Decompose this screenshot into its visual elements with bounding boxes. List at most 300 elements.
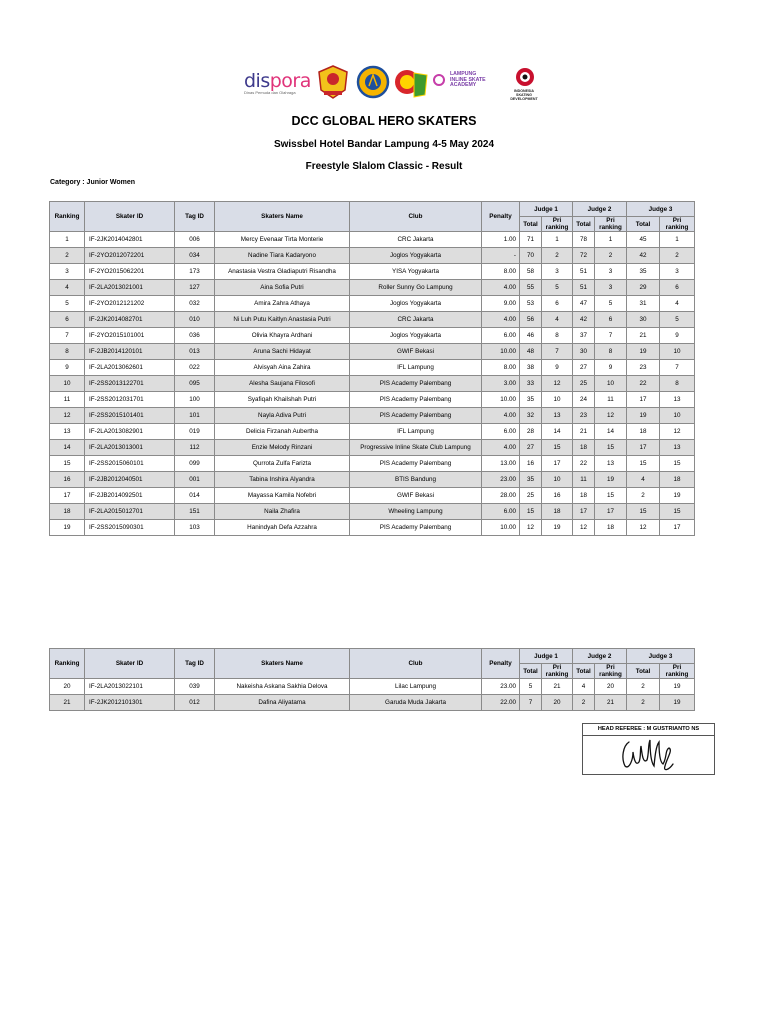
cell-j1-rank: 6	[542, 296, 573, 312]
cell-penalty: 13.00	[482, 456, 520, 472]
cell-penalty: 10.00	[482, 344, 520, 360]
cell-name: Aruna Sachi Hidayat	[215, 344, 350, 360]
cell-j1-total: 58	[520, 264, 542, 280]
cell-club: PIS Academy Palembang	[350, 520, 482, 536]
cell-j3-total: 15	[627, 504, 660, 520]
cell-name: Aina Sofia Putri	[215, 280, 350, 296]
cell-name: Alvisyah Aina Zahira	[215, 360, 350, 376]
cell-j2-total: 4	[573, 679, 595, 695]
cell-name: Nakeisha Askana Sakhia Delova	[215, 679, 350, 695]
cell-j3-rank: 10	[660, 408, 695, 424]
cell-skater-id: IF-2JB2014092501	[85, 488, 175, 504]
referee-signature-box	[582, 723, 715, 775]
cell-j2-rank: 15	[595, 488, 627, 504]
cell-club: Joglos Yogyakarta	[350, 296, 482, 312]
cell-skater-id: IF-2SS2012031701	[85, 392, 175, 408]
cell-skater-id: IF-2LA2013021001	[85, 280, 175, 296]
cell-j2-total: 11	[573, 472, 595, 488]
cell-rank: 19	[50, 520, 85, 536]
cell-j3-total: 4	[627, 472, 660, 488]
cell-j1-total: 27	[520, 440, 542, 456]
cell-name: Anastasia Vestra Gladiaputri Risandha	[215, 264, 350, 280]
cell-j3-total: 21	[627, 328, 660, 344]
cell-tag-id: 022	[175, 360, 215, 376]
col-ranking: Ranking	[50, 202, 85, 232]
cell-j1-rank: 17	[542, 456, 573, 472]
skate-wheel-icon	[514, 67, 536, 87]
cell-j3-total: 2	[627, 695, 660, 711]
cell-rank: 21	[50, 695, 85, 711]
cell-j1-total: 71	[520, 232, 542, 248]
cell-j1-rank: 14	[542, 424, 573, 440]
cell-j2-rank: 17	[595, 504, 627, 520]
col-penalty: Penalty	[482, 649, 520, 679]
cell-j3-total: 30	[627, 312, 660, 328]
cell-j3-rank: 3	[660, 264, 695, 280]
cell-rank: 16	[50, 472, 85, 488]
col-j3-pri: Pri ranking	[660, 217, 695, 232]
table-row	[50, 296, 695, 312]
cell-club: CRC Jakarta	[350, 312, 482, 328]
cell-penalty: 9.00	[482, 296, 520, 312]
cell-rank: 20	[50, 679, 85, 695]
cell-skater-id: IF-2YO2015101001	[85, 328, 175, 344]
cell-j3-rank: 10	[660, 344, 695, 360]
dispora-logo: dispora	[244, 70, 311, 92]
col-ranking: Ranking	[50, 649, 85, 679]
cell-j1-rank: 8	[542, 328, 573, 344]
cell-rank: 8	[50, 344, 85, 360]
cell-penalty: 10.00	[482, 392, 520, 408]
cell-j2-total: 72	[573, 248, 595, 264]
cell-j3-rank: 15	[660, 456, 695, 472]
cell-name: Nayla Adiva Putri	[215, 408, 350, 424]
col-skater-id: Skater ID	[85, 202, 175, 232]
col-penalty: Penalty	[482, 202, 520, 232]
cell-skater-id: IF-2SS2015060101	[85, 456, 175, 472]
cell-penalty: 8.00	[482, 264, 520, 280]
cell-j1-rank: 9	[542, 360, 573, 376]
cell-club: Roller Sunny Go Lampung	[350, 280, 482, 296]
cell-j1-total: 7	[520, 695, 542, 711]
col-skater-id: Skater ID	[85, 649, 175, 679]
cell-skater-id: IF-2JB2014120101	[85, 344, 175, 360]
cell-tag-id: 100	[175, 392, 215, 408]
cell-skater-id: IF-2JK2014082701	[85, 312, 175, 328]
cell-tag-id: 006	[175, 232, 215, 248]
table-row	[50, 328, 695, 344]
cell-club: PIS Academy Palembang	[350, 408, 482, 424]
cell-penalty: 23.00	[482, 472, 520, 488]
cell-j1-total: 16	[520, 456, 542, 472]
cell-rank: 7	[50, 328, 85, 344]
table-row	[50, 312, 695, 328]
cell-name: Naila Zhafira	[215, 504, 350, 520]
cell-j3-total: 35	[627, 264, 660, 280]
cell-j2-rank: 10	[595, 376, 627, 392]
cell-penalty: 1.00	[482, 232, 520, 248]
cell-j2-total: 12	[573, 520, 595, 536]
cell-j3-total: 2	[627, 488, 660, 504]
cell-club: BTIS Bandung	[350, 472, 482, 488]
cell-j1-rank: 16	[542, 488, 573, 504]
sports-club-emblem-icon	[356, 64, 390, 100]
indonesia-skating-development-logo: INDONESIA SKATING DEVELOPMENT	[508, 67, 540, 101]
cell-j1-total: 35	[520, 392, 542, 408]
table-row	[50, 504, 695, 520]
cell-club: GWIF Bekasi	[350, 344, 482, 360]
cell-club: YISA Yogyakarta	[350, 264, 482, 280]
table-row	[50, 280, 695, 296]
skating-association-emblem-icon	[394, 65, 428, 101]
cell-j1-rank: 10	[542, 392, 573, 408]
cell-rank: 11	[50, 392, 85, 408]
cell-name: Qurrota Zulfa Farizta	[215, 456, 350, 472]
cell-tag-id: 101	[175, 408, 215, 424]
cell-club: IFL Lampung	[350, 424, 482, 440]
col-tag-id: Tag ID	[175, 649, 215, 679]
table-row	[50, 695, 695, 711]
col-judge3: Judge 3	[627, 649, 695, 664]
cell-club: Lilac Lampung	[350, 679, 482, 695]
cell-rank: 10	[50, 376, 85, 392]
cell-name: Syafiqah Khailshah Putri	[215, 392, 350, 408]
cell-club: Joglos Yogyakarta	[350, 328, 482, 344]
cell-penalty: 28.00	[482, 488, 520, 504]
cell-tag-id: 032	[175, 296, 215, 312]
col-j2-total: Total	[573, 217, 595, 232]
table-row	[50, 376, 695, 392]
cell-j1-total: 28	[520, 424, 542, 440]
col-j3-total: Total	[627, 217, 660, 232]
cell-j1-rank: 10	[542, 472, 573, 488]
cell-j2-rank: 5	[595, 296, 627, 312]
cell-j2-total: 18	[573, 440, 595, 456]
cell-j1-rank: 5	[542, 280, 573, 296]
col-judge1: Judge 1	[520, 649, 573, 664]
cell-j3-rank: 9	[660, 328, 695, 344]
cell-tag-id: 034	[175, 248, 215, 264]
cell-rank: 12	[50, 408, 85, 424]
table-row	[50, 440, 695, 456]
table-row	[50, 520, 695, 536]
cell-club: Joglos Yogyakarta	[350, 248, 482, 264]
results-table-continued	[49, 648, 695, 711]
col-club: Club	[350, 649, 482, 679]
cell-j1-rank: 3	[542, 264, 573, 280]
cell-name: Enzie Melody Rinzani	[215, 440, 350, 456]
lisa-academy-logo: LAMPUNG INLINE SKATE ACADEMY	[433, 71, 503, 97]
cell-j1-rank: 15	[542, 440, 573, 456]
cell-name: Alesha Saujana Filosofi	[215, 376, 350, 392]
cell-rank: 15	[50, 456, 85, 472]
cell-penalty: 6.00	[482, 328, 520, 344]
cell-j2-total: 21	[573, 424, 595, 440]
cell-rank: 18	[50, 504, 85, 520]
col-j3-pri: Pri ranking	[660, 664, 695, 679]
cell-j3-total: 42	[627, 248, 660, 264]
cell-j2-rank: 18	[595, 520, 627, 536]
cell-j1-rank: 21	[542, 679, 573, 695]
cell-j2-rank: 15	[595, 440, 627, 456]
col-judge3: Judge 3	[627, 202, 695, 217]
cell-j3-rank: 17	[660, 520, 695, 536]
cell-j1-total: 33	[520, 376, 542, 392]
cell-name: Olivia Khayra Ardhani	[215, 328, 350, 344]
cell-club: CRC Jakarta	[350, 232, 482, 248]
cell-skater-id: IF-2LA2013082901	[85, 424, 175, 440]
cell-tag-id: 173	[175, 264, 215, 280]
table-row	[50, 264, 695, 280]
cell-j1-total: 55	[520, 280, 542, 296]
col-name: Skaters Name	[215, 202, 350, 232]
cell-j1-rank: 18	[542, 504, 573, 520]
cell-tag-id: 112	[175, 440, 215, 456]
cell-j1-total: 38	[520, 360, 542, 376]
cell-j2-rank: 21	[595, 695, 627, 711]
cell-j3-total: 22	[627, 376, 660, 392]
cell-j2-rank: 20	[595, 679, 627, 695]
cell-j2-rank: 2	[595, 248, 627, 264]
cell-j2-rank: 14	[595, 424, 627, 440]
cell-j1-total: 5	[520, 679, 542, 695]
cell-skater-id: IF-2YO2012072201	[85, 248, 175, 264]
cell-j3-rank: 19	[660, 488, 695, 504]
cell-penalty: 10.00	[482, 520, 520, 536]
col-j1-pri: Pri ranking	[542, 664, 573, 679]
cell-j3-rank: 15	[660, 504, 695, 520]
cell-name: Dafina Aliyatama	[215, 695, 350, 711]
cell-rank: 13	[50, 424, 85, 440]
cell-j3-total: 12	[627, 520, 660, 536]
logo-strip	[240, 64, 540, 102]
cell-j2-total: 24	[573, 392, 595, 408]
lampung-province-emblem-icon	[316, 64, 350, 100]
cell-penalty: 4.00	[482, 312, 520, 328]
cell-j2-total: 27	[573, 360, 595, 376]
cell-j1-total: 48	[520, 344, 542, 360]
cell-j3-total: 29	[627, 280, 660, 296]
cell-skater-id: IF-2YO2015062201	[85, 264, 175, 280]
cell-skater-id: IF-2YO2012121202	[85, 296, 175, 312]
col-j2-total: Total	[573, 664, 595, 679]
cell-j2-total: 25	[573, 376, 595, 392]
cell-j1-rank: 19	[542, 520, 573, 536]
cell-penalty: 6.00	[482, 424, 520, 440]
cell-j3-total: 45	[627, 232, 660, 248]
cell-tag-id: 019	[175, 424, 215, 440]
cell-tag-id: 010	[175, 312, 215, 328]
cell-penalty: 4.00	[482, 280, 520, 296]
cell-j3-rank: 5	[660, 312, 695, 328]
cell-penalty: 3.00	[482, 376, 520, 392]
cell-rank: 5	[50, 296, 85, 312]
cell-j3-rank: 13	[660, 392, 695, 408]
event-subtitle: Freestyle Slalom Classic - Result	[305, 161, 463, 172]
col-j3-total: Total	[627, 664, 660, 679]
col-j1-pri: Pri ranking	[542, 217, 573, 232]
cell-j3-total: 15	[627, 456, 660, 472]
cell-penalty: 4.00	[482, 408, 520, 424]
cell-j3-rank: 19	[660, 695, 695, 711]
cell-j2-total: 17	[573, 504, 595, 520]
cell-j2-total: 22	[573, 456, 595, 472]
cell-tag-id: 014	[175, 488, 215, 504]
cell-j3-rank: 6	[660, 280, 695, 296]
cell-club: PIS Academy Palembang	[350, 392, 482, 408]
cell-j3-total: 2	[627, 679, 660, 695]
col-judge2: Judge 2	[573, 649, 627, 664]
col-club: Club	[350, 202, 482, 232]
cell-j2-rank: 3	[595, 264, 627, 280]
cell-skater-id: IF-2JK2012101301	[85, 695, 175, 711]
cell-skater-id: IF-2SS2015090301	[85, 520, 175, 536]
cell-j1-total: 35	[520, 472, 542, 488]
cell-tag-id: 012	[175, 695, 215, 711]
col-j1-total: Total	[520, 664, 542, 679]
cell-tag-id: 095	[175, 376, 215, 392]
cell-name: Amira Zahra Athaya	[215, 296, 350, 312]
signature-icon	[619, 736, 681, 774]
cell-name: Hanindyah Defa Azzahra	[215, 520, 350, 536]
table-row	[50, 392, 695, 408]
table-row	[50, 360, 695, 376]
col-judge1: Judge 1	[520, 202, 573, 217]
cell-j2-total: 30	[573, 344, 595, 360]
cell-j3-rank: 2	[660, 248, 695, 264]
cell-j2-total: 51	[573, 264, 595, 280]
cell-tag-id: 039	[175, 679, 215, 695]
cell-rank: 2	[50, 248, 85, 264]
cell-j3-rank: 4	[660, 296, 695, 312]
cell-club: Garuda Muda Jakarta	[350, 695, 482, 711]
cell-j2-total: 78	[573, 232, 595, 248]
cell-j1-rank: 7	[542, 344, 573, 360]
cell-skater-id: IF-2LA2013013001	[85, 440, 175, 456]
cell-j2-rank: 6	[595, 312, 627, 328]
cell-j2-total: 51	[573, 280, 595, 296]
cell-tag-id: 103	[175, 520, 215, 536]
table-row	[50, 472, 695, 488]
cell-skater-id: IF-2LA2015012701	[85, 504, 175, 520]
cell-name: Nadine Tiara Kadaryono	[215, 248, 350, 264]
cell-j3-total: 17	[627, 440, 660, 456]
cell-j1-total: 56	[520, 312, 542, 328]
cell-j3-rank: 7	[660, 360, 695, 376]
cell-club: Wheeling Lampung	[350, 504, 482, 520]
cell-skater-id: IF-2LA2013062601	[85, 360, 175, 376]
cell-tag-id: 013	[175, 344, 215, 360]
cell-j3-total: 19	[627, 344, 660, 360]
cell-j2-total: 18	[573, 488, 595, 504]
cell-j2-total: 37	[573, 328, 595, 344]
cell-penalty: 22.00	[482, 695, 520, 711]
cell-j1-total: 12	[520, 520, 542, 536]
cell-name: Tabina Inshira Alyandra	[215, 472, 350, 488]
venue-subtitle: Swissbel Hotel Bandar Lampung 4-5 May 2024	[273, 139, 495, 150]
cell-rank: 3	[50, 264, 85, 280]
cell-j1-total: 32	[520, 408, 542, 424]
cell-j3-total: 18	[627, 424, 660, 440]
cell-name: Ni Luh Putu Kaitlyn Anastasia Putri	[215, 312, 350, 328]
cell-j1-total: 25	[520, 488, 542, 504]
cell-tag-id: 001	[175, 472, 215, 488]
cell-j1-total: 15	[520, 504, 542, 520]
cell-j2-rank: 9	[595, 360, 627, 376]
cell-j2-rank: 12	[595, 408, 627, 424]
cell-j3-total: 23	[627, 360, 660, 376]
dispora-tagline: Dinas Pemuda dan Olahraga	[244, 90, 296, 95]
cell-name: Mayassa Kamila Nofebri	[215, 488, 350, 504]
col-name: Skaters Name	[215, 649, 350, 679]
col-j2-pri: Pri ranking	[595, 217, 627, 232]
cell-j2-rank: 3	[595, 280, 627, 296]
table-row	[50, 488, 695, 504]
cell-j2-rank: 19	[595, 472, 627, 488]
cell-j3-rank: 18	[660, 472, 695, 488]
cell-j1-total: 46	[520, 328, 542, 344]
cell-j3-total: 31	[627, 296, 660, 312]
cell-j2-rank: 1	[595, 232, 627, 248]
cell-j3-total: 17	[627, 392, 660, 408]
cell-rank: 9	[50, 360, 85, 376]
cell-j1-rank: 4	[542, 312, 573, 328]
cell-j3-rank: 12	[660, 424, 695, 440]
cell-j1-total: 70	[520, 248, 542, 264]
table-row	[50, 344, 695, 360]
cell-club: PIS Academy Palembang	[350, 376, 482, 392]
cell-j3-rank: 8	[660, 376, 695, 392]
col-j1-total: Total	[520, 217, 542, 232]
cell-rank: 1	[50, 232, 85, 248]
cell-rank: 4	[50, 280, 85, 296]
cell-skater-id: IF-2SS2015101401	[85, 408, 175, 424]
cell-skater-id: IF-2JK2014042801	[85, 232, 175, 248]
cell-j1-rank: 12	[542, 376, 573, 392]
cell-penalty: 4.00	[482, 440, 520, 456]
cell-j2-rank: 8	[595, 344, 627, 360]
cell-j3-rank: 19	[660, 679, 695, 695]
cell-j1-rank: 2	[542, 248, 573, 264]
cell-name: Delicia Firzanah Aubertha	[215, 424, 350, 440]
cell-penalty: -	[482, 248, 520, 264]
cell-j2-rank: 7	[595, 328, 627, 344]
cell-j2-rank: 13	[595, 456, 627, 472]
cell-skater-id: IF-2JB2012040501	[85, 472, 175, 488]
results-table-main	[49, 201, 695, 536]
cell-name: Mercy Evenaar Tirta Monterie	[215, 232, 350, 248]
table-row	[50, 408, 695, 424]
lisa-ring-icon	[433, 74, 445, 86]
cell-j2-rank: 11	[595, 392, 627, 408]
col-judge2: Judge 2	[573, 202, 627, 217]
table-row	[50, 679, 695, 695]
cell-club: IFL Lampung	[350, 360, 482, 376]
cell-j2-total: 23	[573, 408, 595, 424]
cell-skater-id: IF-2LA2013022101	[85, 679, 175, 695]
cell-rank: 14	[50, 440, 85, 456]
cell-rank: 17	[50, 488, 85, 504]
col-j2-pri: Pri ranking	[595, 664, 627, 679]
table-row	[50, 232, 695, 248]
cell-penalty: 6.00	[482, 504, 520, 520]
cell-j1-rank: 20	[542, 695, 573, 711]
table-row	[50, 424, 695, 440]
cell-club: GWIF Bekasi	[350, 488, 482, 504]
cell-j1-rank: 1	[542, 232, 573, 248]
cell-j3-rank: 1	[660, 232, 695, 248]
document-title: DCC GLOBAL HERO SKATERS	[291, 114, 477, 128]
